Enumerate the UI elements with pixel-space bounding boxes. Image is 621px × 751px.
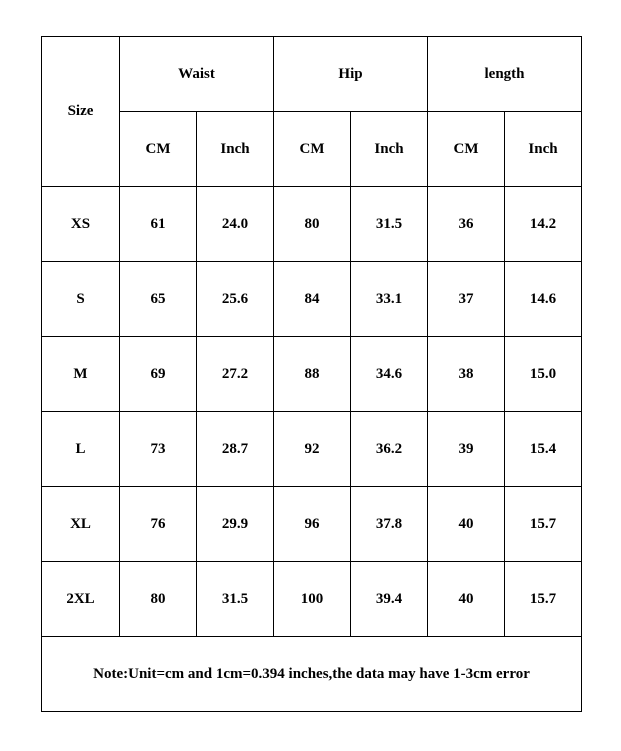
value-cell: 24.0 — [197, 187, 274, 262]
value-cell: 34.6 — [351, 337, 428, 412]
hip-header-cell: Hip — [274, 37, 428, 112]
size-cell: M — [42, 337, 120, 412]
value-cell: 14.2 — [505, 187, 582, 262]
unit-header-cell: Inch — [197, 112, 274, 187]
note-text: Note:Unit=cm and 1cm=0.394 inches,the data may have 1-3cm error — [42, 637, 582, 712]
unit-header-cell: CM — [274, 112, 351, 187]
value-cell: 84 — [274, 262, 351, 337]
value-cell: 37 — [428, 262, 505, 337]
value-cell: 39.4 — [351, 562, 428, 637]
value-cell: 39 — [428, 412, 505, 487]
header-group-row — [42, 37, 582, 112]
value-cell: 36 — [428, 187, 505, 262]
value-cell: 14.6 — [505, 262, 582, 337]
size-cell: S — [42, 262, 120, 337]
value-cell: 73 — [120, 412, 197, 487]
table-row — [42, 487, 582, 562]
unit-header-cell: Inch — [351, 112, 428, 187]
value-cell: 15.7 — [505, 487, 582, 562]
value-cell: 92 — [274, 412, 351, 487]
value-cell: 15.7 — [505, 562, 582, 637]
table-row — [42, 262, 582, 337]
size-cell: XL — [42, 487, 120, 562]
size-cell: 2XL — [42, 562, 120, 637]
value-cell: 15.4 — [505, 412, 582, 487]
value-cell: 40 — [428, 562, 505, 637]
size-cell: L — [42, 412, 120, 487]
unit-header-cell: CM — [428, 112, 505, 187]
value-cell: 25.6 — [197, 262, 274, 337]
note-row — [42, 637, 582, 712]
value-cell: 27.2 — [197, 337, 274, 412]
value-cell: 31.5 — [351, 187, 428, 262]
value-cell: 40 — [428, 487, 505, 562]
table-row — [42, 412, 582, 487]
value-cell: 15.0 — [505, 337, 582, 412]
value-cell: 36.2 — [351, 412, 428, 487]
value-cell: 88 — [274, 337, 351, 412]
value-cell: 100 — [274, 562, 351, 637]
unit-header-cell: Inch — [505, 112, 582, 187]
length-header-cell: length — [428, 37, 582, 112]
value-cell: 28.7 — [197, 412, 274, 487]
table-row — [42, 187, 582, 262]
table-row — [42, 337, 582, 412]
value-cell: 80 — [120, 562, 197, 637]
value-cell: 61 — [120, 187, 197, 262]
header-unit-row — [42, 112, 582, 187]
size-cell: XS — [42, 187, 120, 262]
value-cell: 37.8 — [351, 487, 428, 562]
value-cell: 33.1 — [351, 262, 428, 337]
value-cell: 96 — [274, 487, 351, 562]
value-cell: 69 — [120, 337, 197, 412]
value-cell: 65 — [120, 262, 197, 337]
size-chart-table — [41, 36, 582, 712]
value-cell: 31.5 — [197, 562, 274, 637]
value-cell: 29.9 — [197, 487, 274, 562]
value-cell: 38 — [428, 337, 505, 412]
size-header-cell: Size — [42, 37, 120, 187]
size-chart-body — [42, 37, 582, 712]
value-cell: 76 — [120, 487, 197, 562]
value-cell: 80 — [274, 187, 351, 262]
table-row — [42, 562, 582, 637]
waist-header-cell: Waist — [120, 37, 274, 112]
unit-header-cell: CM — [120, 112, 197, 187]
